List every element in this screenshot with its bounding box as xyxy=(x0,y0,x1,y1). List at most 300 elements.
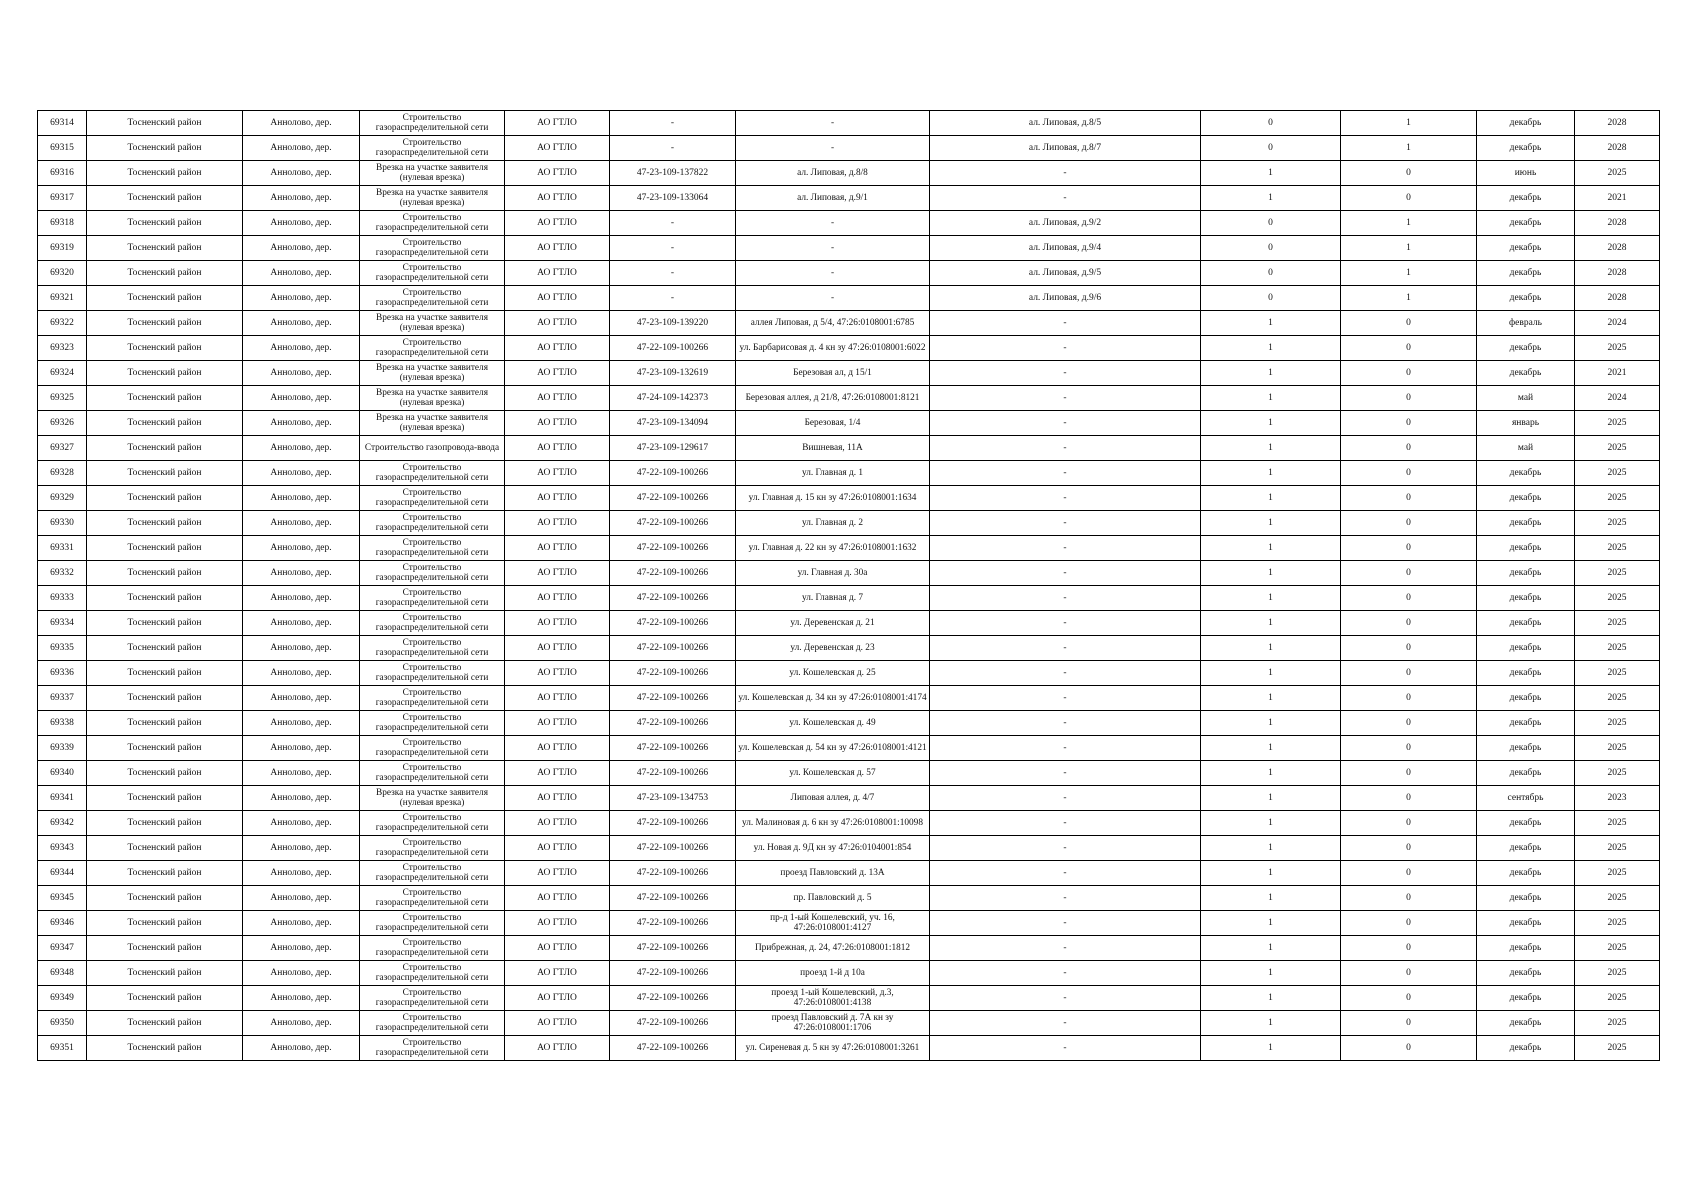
street-address-cell: ал. Липовая, д.9/2 xyxy=(930,211,1201,236)
table-row xyxy=(38,186,1660,211)
work-type-cell: Строительство газораспределительной сети xyxy=(360,936,505,961)
table-row xyxy=(38,261,1660,286)
table-row xyxy=(38,286,1660,311)
address-cell: Березовая, 1/4 xyxy=(736,411,930,436)
table-row xyxy=(38,711,1660,736)
organization-cell: АО ГТЛО xyxy=(505,311,610,336)
application-number-cell: 47-22-109-100266 xyxy=(610,461,736,486)
district-cell: Тосненский район xyxy=(87,111,243,136)
table-row xyxy=(38,136,1660,161)
work-type-cell: Строительство газораспределительной сети xyxy=(360,286,505,311)
work-type-cell: Строительство газораспределительной сети xyxy=(360,461,505,486)
district-cell: Тосненский район xyxy=(87,486,243,511)
row-id-cell: 69333 xyxy=(38,586,87,611)
work-type-cell: Строительство газораспределительной сети xyxy=(360,1011,505,1036)
street-address-cell: - xyxy=(930,736,1201,761)
district-cell: Тосненский район xyxy=(87,961,243,986)
row-id-cell: 69319 xyxy=(38,236,87,261)
district-cell: Тосненский район xyxy=(87,786,243,811)
organization-cell: АО ГТЛО xyxy=(505,636,610,661)
settlement-cell: Аннолово, дер. xyxy=(243,311,360,336)
table-row xyxy=(38,761,1660,786)
organization-cell: АО ГТЛО xyxy=(505,161,610,186)
application-number-cell: - xyxy=(610,236,736,261)
settlement-cell: Аннолово, дер. xyxy=(243,886,360,911)
table-row xyxy=(38,436,1660,461)
street-address-cell: - xyxy=(930,861,1201,886)
month-cell: декабрь xyxy=(1477,336,1575,361)
district-cell: Тосненский район xyxy=(87,136,243,161)
count-b-cell: 0 xyxy=(1341,986,1477,1011)
settlement-cell: Аннолово, дер. xyxy=(243,686,360,711)
organization-cell: АО ГТЛО xyxy=(505,436,610,461)
count-b-cell: 0 xyxy=(1341,561,1477,586)
address-cell: ал. Липовая, д.8/8 xyxy=(736,161,930,186)
work-type-cell: Строительство газораспределительной сети xyxy=(360,911,505,936)
organization-cell: АО ГТЛО xyxy=(505,286,610,311)
row-id-cell: 69324 xyxy=(38,361,87,386)
settlement-cell: Аннолово, дер. xyxy=(243,461,360,486)
application-number-cell: 47-22-109-100266 xyxy=(610,961,736,986)
address-cell: ул. Главная д. 15 кн зу 47:26:0108001:1634 xyxy=(736,486,930,511)
district-cell: Тосненский район xyxy=(87,436,243,461)
application-number-cell: 47-22-109-100266 xyxy=(610,761,736,786)
count-b-cell: 0 xyxy=(1341,786,1477,811)
year-cell: 2028 xyxy=(1575,211,1660,236)
month-cell: декабрь xyxy=(1477,936,1575,961)
street-address-cell: - xyxy=(930,661,1201,686)
table-row xyxy=(38,461,1660,486)
work-type-cell: Строительство газораспределительной сети xyxy=(360,986,505,1011)
table-row xyxy=(38,811,1660,836)
organization-cell: АО ГТЛО xyxy=(505,886,610,911)
month-cell: декабрь xyxy=(1477,361,1575,386)
month-cell: январь xyxy=(1477,411,1575,436)
row-id-cell: 69337 xyxy=(38,686,87,711)
count-a-cell: 1 xyxy=(1201,336,1341,361)
year-cell: 2023 xyxy=(1575,786,1660,811)
work-type-cell: Врезка на участке заявителя (нулевая врезка) xyxy=(360,411,505,436)
district-cell: Тосненский район xyxy=(87,186,243,211)
month-cell: декабрь xyxy=(1477,461,1575,486)
row-id-cell: 69349 xyxy=(38,986,87,1011)
street-address-cell: ал. Липовая, д.9/6 xyxy=(930,286,1201,311)
year-cell: 2025 xyxy=(1575,1011,1660,1036)
month-cell: декабрь xyxy=(1477,911,1575,936)
count-a-cell: 1 xyxy=(1201,661,1341,686)
work-type-cell: Строительство газораспределительной сети xyxy=(360,686,505,711)
settlement-cell: Аннолово, дер. xyxy=(243,761,360,786)
row-id-cell: 69323 xyxy=(38,336,87,361)
count-b-cell: 0 xyxy=(1341,386,1477,411)
count-b-cell: 0 xyxy=(1341,636,1477,661)
organization-cell: АО ГТЛО xyxy=(505,536,610,561)
street-address-cell: - xyxy=(930,561,1201,586)
settlement-cell: Аннолово, дер. xyxy=(243,136,360,161)
application-number-cell: 47-23-109-132619 xyxy=(610,361,736,386)
row-id-cell: 69326 xyxy=(38,411,87,436)
organization-cell: АО ГТЛО xyxy=(505,411,610,436)
settlement-cell: Аннолово, дер. xyxy=(243,1011,360,1036)
count-b-cell: 0 xyxy=(1341,586,1477,611)
district-cell: Тосненский район xyxy=(87,1036,243,1061)
application-number-cell: 47-22-109-100266 xyxy=(610,911,736,936)
year-cell: 2025 xyxy=(1575,336,1660,361)
street-address-cell: - xyxy=(930,711,1201,736)
address-cell: пр-д 1-ый Кошелевский, уч. 16, 47:26:0108001:4127 xyxy=(736,911,930,936)
row-id-cell: 69341 xyxy=(38,786,87,811)
street-address-cell: - xyxy=(930,911,1201,936)
application-number-cell: 47-24-109-142373 xyxy=(610,386,736,411)
row-id-cell: 69342 xyxy=(38,811,87,836)
settlement-cell: Аннолово, дер. xyxy=(243,436,360,461)
count-b-cell: 1 xyxy=(1341,261,1477,286)
month-cell: декабрь xyxy=(1477,886,1575,911)
district-cell: Тосненский район xyxy=(87,661,243,686)
settlement-cell: Аннолово, дер. xyxy=(243,111,360,136)
row-id-cell: 69334 xyxy=(38,611,87,636)
application-number-cell: 47-22-109-100266 xyxy=(610,661,736,686)
month-cell: декабрь xyxy=(1477,611,1575,636)
street-address-cell: - xyxy=(930,336,1201,361)
table-row xyxy=(38,936,1660,961)
row-id-cell: 69340 xyxy=(38,761,87,786)
count-b-cell: 0 xyxy=(1341,886,1477,911)
year-cell: 2025 xyxy=(1575,511,1660,536)
street-address-cell: ал. Липовая, д.8/7 xyxy=(930,136,1201,161)
row-id-cell: 69345 xyxy=(38,886,87,911)
district-cell: Тосненский район xyxy=(87,211,243,236)
table-row xyxy=(38,336,1660,361)
count-a-cell: 0 xyxy=(1201,261,1341,286)
month-cell: декабрь xyxy=(1477,636,1575,661)
count-b-cell: 0 xyxy=(1341,411,1477,436)
row-id-cell: 69339 xyxy=(38,736,87,761)
application-number-cell: - xyxy=(610,211,736,236)
work-type-cell: Строительство газораспределительной сети xyxy=(360,586,505,611)
settlement-cell: Аннолово, дер. xyxy=(243,386,360,411)
work-type-cell: Строительство газораспределительной сети xyxy=(360,111,505,136)
district-cell: Тосненский район xyxy=(87,561,243,586)
count-a-cell: 1 xyxy=(1201,586,1341,611)
district-cell: Тосненский район xyxy=(87,636,243,661)
address-cell: проезд Павловский д. 13А xyxy=(736,861,930,886)
year-cell: 2024 xyxy=(1575,311,1660,336)
district-cell: Тосненский район xyxy=(87,936,243,961)
address-cell: ул. Главная д. 2 xyxy=(736,511,930,536)
address-cell: Березовая аллея, д 21/8, 47:26:0108001:8121 xyxy=(736,386,930,411)
table-row xyxy=(38,386,1660,411)
table-row xyxy=(38,111,1660,136)
count-b-cell: 0 xyxy=(1341,936,1477,961)
work-type-cell: Строительство газораспределительной сети xyxy=(360,811,505,836)
work-type-cell: Строительство газораспределительной сети xyxy=(360,236,505,261)
table-row xyxy=(38,786,1660,811)
settlement-cell: Аннолово, дер. xyxy=(243,661,360,686)
organization-cell: АО ГТЛО xyxy=(505,236,610,261)
application-number-cell: 47-23-109-133064 xyxy=(610,186,736,211)
street-address-cell: - xyxy=(930,186,1201,211)
year-cell: 2025 xyxy=(1575,1036,1660,1061)
row-id-cell: 69327 xyxy=(38,436,87,461)
settlement-cell: Аннолово, дер. xyxy=(243,336,360,361)
district-cell: Тосненский район xyxy=(87,986,243,1011)
count-b-cell: 1 xyxy=(1341,111,1477,136)
street-address-cell: - xyxy=(930,636,1201,661)
address-cell: ул. Деревенская д. 23 xyxy=(736,636,930,661)
application-number-cell: 47-22-109-100266 xyxy=(610,486,736,511)
application-number-cell: 47-22-109-100266 xyxy=(610,586,736,611)
table-row xyxy=(38,486,1660,511)
month-cell: декабрь xyxy=(1477,1036,1575,1061)
month-cell: декабрь xyxy=(1477,536,1575,561)
year-cell: 2025 xyxy=(1575,411,1660,436)
settlement-cell: Аннолово, дер. xyxy=(243,161,360,186)
settlement-cell: Аннолово, дер. xyxy=(243,511,360,536)
count-b-cell: 0 xyxy=(1341,486,1477,511)
district-cell: Тосненский район xyxy=(87,536,243,561)
row-id-cell: 69322 xyxy=(38,311,87,336)
month-cell: декабрь xyxy=(1477,961,1575,986)
settlement-cell: Аннолово, дер. xyxy=(243,936,360,961)
month-cell: июнь xyxy=(1477,161,1575,186)
address-cell: проезд 1-ый Кошелевский, д.3, 47:26:0108001:4138 xyxy=(736,986,930,1011)
address-cell: - xyxy=(736,111,930,136)
year-cell: 2025 xyxy=(1575,836,1660,861)
settlement-cell: Аннолово, дер. xyxy=(243,561,360,586)
month-cell: февраль xyxy=(1477,311,1575,336)
address-cell: Липовая аллея, д. 4/7 xyxy=(736,786,930,811)
count-a-cell: 1 xyxy=(1201,511,1341,536)
count-b-cell: 0 xyxy=(1341,511,1477,536)
district-cell: Тосненский район xyxy=(87,911,243,936)
street-address-cell: - xyxy=(930,411,1201,436)
district-cell: Тосненский район xyxy=(87,711,243,736)
year-cell: 2025 xyxy=(1575,886,1660,911)
count-b-cell: 1 xyxy=(1341,136,1477,161)
district-cell: Тосненский район xyxy=(87,836,243,861)
work-type-cell: Строительство газораспределительной сети xyxy=(360,211,505,236)
application-number-cell: 47-22-109-100266 xyxy=(610,561,736,586)
month-cell: май xyxy=(1477,386,1575,411)
organization-cell: АО ГТЛО xyxy=(505,986,610,1011)
table-row xyxy=(38,1036,1660,1061)
row-id-cell: 69343 xyxy=(38,836,87,861)
row-id-cell: 69321 xyxy=(38,286,87,311)
count-a-cell: 1 xyxy=(1201,1011,1341,1036)
work-type-cell: Строительство газораспределительной сети xyxy=(360,961,505,986)
month-cell: декабрь xyxy=(1477,186,1575,211)
application-number-cell: - xyxy=(610,286,736,311)
month-cell: декабрь xyxy=(1477,711,1575,736)
count-a-cell: 1 xyxy=(1201,486,1341,511)
year-cell: 2025 xyxy=(1575,611,1660,636)
organization-cell: АО ГТЛО xyxy=(505,486,610,511)
table-body xyxy=(38,111,1660,1061)
application-number-cell: 47-22-109-100266 xyxy=(610,861,736,886)
organization-cell: АО ГТЛО xyxy=(505,811,610,836)
address-cell: проезд 1-й д 10а xyxy=(736,961,930,986)
count-b-cell: 0 xyxy=(1341,961,1477,986)
count-b-cell: 0 xyxy=(1341,536,1477,561)
application-number-cell: 47-22-109-100266 xyxy=(610,736,736,761)
year-cell: 2028 xyxy=(1575,286,1660,311)
year-cell: 2021 xyxy=(1575,361,1660,386)
address-cell: пр. Павловский д. 5 xyxy=(736,886,930,911)
work-type-cell: Строительство газораспределительной сети xyxy=(360,761,505,786)
application-number-cell: 47-23-109-134094 xyxy=(610,411,736,436)
year-cell: 2025 xyxy=(1575,711,1660,736)
count-b-cell: 0 xyxy=(1341,686,1477,711)
organization-cell: АО ГТЛО xyxy=(505,861,610,886)
row-id-cell: 69335 xyxy=(38,636,87,661)
count-b-cell: 1 xyxy=(1341,236,1477,261)
row-id-cell: 69332 xyxy=(38,561,87,586)
table-row xyxy=(38,211,1660,236)
count-a-cell: 1 xyxy=(1201,886,1341,911)
year-cell: 2024 xyxy=(1575,386,1660,411)
year-cell: 2025 xyxy=(1575,911,1660,936)
table-row xyxy=(38,311,1660,336)
address-cell: ул. Кошелевская д. 57 xyxy=(736,761,930,786)
month-cell: сентябрь xyxy=(1477,786,1575,811)
district-cell: Тосненский район xyxy=(87,386,243,411)
table-row xyxy=(38,861,1660,886)
address-cell: ул. Деревенская д. 21 xyxy=(736,611,930,636)
count-b-cell: 0 xyxy=(1341,661,1477,686)
count-b-cell: 0 xyxy=(1341,736,1477,761)
count-b-cell: 0 xyxy=(1341,311,1477,336)
row-id-cell: 69336 xyxy=(38,661,87,686)
district-cell: Тосненский район xyxy=(87,161,243,186)
month-cell: декабрь xyxy=(1477,986,1575,1011)
application-number-cell: 47-22-109-100266 xyxy=(610,1036,736,1061)
month-cell: декабрь xyxy=(1477,286,1575,311)
address-cell: - xyxy=(736,136,930,161)
district-cell: Тосненский район xyxy=(87,811,243,836)
month-cell: декабрь xyxy=(1477,861,1575,886)
month-cell: декабрь xyxy=(1477,811,1575,836)
count-a-cell: 1 xyxy=(1201,911,1341,936)
work-type-cell: Строительство газораспределительной сети xyxy=(360,486,505,511)
application-number-cell: 47-22-109-100266 xyxy=(610,886,736,911)
address-cell: Березовая ал, д 15/1 xyxy=(736,361,930,386)
street-address-cell: - xyxy=(930,811,1201,836)
work-type-cell: Врезка на участке заявителя (нулевая врезка) xyxy=(360,786,505,811)
count-b-cell: 0 xyxy=(1341,611,1477,636)
organization-cell: АО ГТЛО xyxy=(505,786,610,811)
table-row xyxy=(38,736,1660,761)
address-cell: ул. Кошелевская д. 25 xyxy=(736,661,930,686)
district-cell: Тосненский район xyxy=(87,736,243,761)
table-row xyxy=(38,161,1660,186)
application-number-cell: - xyxy=(610,111,736,136)
application-number-cell: 47-22-109-100266 xyxy=(610,1011,736,1036)
row-id-cell: 69328 xyxy=(38,461,87,486)
address-cell: - xyxy=(736,261,930,286)
count-b-cell: 0 xyxy=(1341,336,1477,361)
month-cell: май xyxy=(1477,436,1575,461)
work-type-cell: Врезка на участке заявителя (нулевая врезка) xyxy=(360,361,505,386)
district-cell: Тосненский район xyxy=(87,286,243,311)
row-id-cell: 69347 xyxy=(38,936,87,961)
row-id-cell: 69318 xyxy=(38,211,87,236)
count-a-cell: 1 xyxy=(1201,1036,1341,1061)
row-id-cell: 69314 xyxy=(38,111,87,136)
address-cell: ул. Главная д. 7 xyxy=(736,586,930,611)
settlement-cell: Аннолово, дер. xyxy=(243,861,360,886)
address-cell: ул. Главная д. 22 кн зу 47:26:0108001:1632 xyxy=(736,536,930,561)
month-cell: декабрь xyxy=(1477,111,1575,136)
application-number-cell: - xyxy=(610,261,736,286)
organization-cell: АО ГТЛО xyxy=(505,186,610,211)
street-address-cell: - xyxy=(930,486,1201,511)
street-address-cell: - xyxy=(930,986,1201,1011)
district-cell: Тосненский район xyxy=(87,686,243,711)
work-type-cell: Строительство газораспределительной сети xyxy=(360,536,505,561)
row-id-cell: 69346 xyxy=(38,911,87,936)
settlement-cell: Аннолово, дер. xyxy=(243,786,360,811)
year-cell: 2025 xyxy=(1575,486,1660,511)
year-cell: 2025 xyxy=(1575,986,1660,1011)
application-number-cell: 47-23-109-129617 xyxy=(610,436,736,461)
row-id-cell: 69350 xyxy=(38,1011,87,1036)
settlement-cell: Аннолово, дер. xyxy=(243,911,360,936)
application-number-cell: - xyxy=(610,136,736,161)
settlement-cell: Аннолово, дер. xyxy=(243,236,360,261)
year-cell: 2025 xyxy=(1575,586,1660,611)
row-id-cell: 69331 xyxy=(38,536,87,561)
count-a-cell: 1 xyxy=(1201,861,1341,886)
count-b-cell: 0 xyxy=(1341,911,1477,936)
row-id-cell: 69348 xyxy=(38,961,87,986)
year-cell: 2025 xyxy=(1575,161,1660,186)
count-a-cell: 1 xyxy=(1201,936,1341,961)
count-a-cell: 1 xyxy=(1201,711,1341,736)
settlement-cell: Аннолово, дер. xyxy=(243,211,360,236)
organization-cell: АО ГТЛО xyxy=(505,361,610,386)
work-type-cell: Строительство газопровода-ввода xyxy=(360,436,505,461)
address-cell: ул. Кошелевская д. 49 xyxy=(736,711,930,736)
settlement-cell: Аннолово, дер. xyxy=(243,986,360,1011)
application-number-cell: 47-22-109-100266 xyxy=(610,511,736,536)
count-b-cell: 0 xyxy=(1341,761,1477,786)
street-address-cell: - xyxy=(930,936,1201,961)
street-address-cell: - xyxy=(930,686,1201,711)
month-cell: декабрь xyxy=(1477,486,1575,511)
organization-cell: АО ГТЛО xyxy=(505,1011,610,1036)
street-address-cell: - xyxy=(930,586,1201,611)
row-id-cell: 69344 xyxy=(38,861,87,886)
settlement-cell: Аннолово, дер. xyxy=(243,536,360,561)
table-row xyxy=(38,411,1660,436)
gas-connection-registry-table xyxy=(37,110,1660,1061)
district-cell: Тосненский район xyxy=(87,1011,243,1036)
organization-cell: АО ГТЛО xyxy=(505,511,610,536)
organization-cell: АО ГТЛО xyxy=(505,661,610,686)
row-id-cell: 69325 xyxy=(38,386,87,411)
organization-cell: АО ГТЛО xyxy=(505,736,610,761)
district-cell: Тосненский район xyxy=(87,611,243,636)
district-cell: Тосненский район xyxy=(87,886,243,911)
street-address-cell: - xyxy=(930,836,1201,861)
address-cell: Прибрежная, д. 24, 47:26:0108001:1812 xyxy=(736,936,930,961)
work-type-cell: Строительство газораспределительной сети xyxy=(360,711,505,736)
count-b-cell: 0 xyxy=(1341,186,1477,211)
settlement-cell: Аннолово, дер. xyxy=(243,586,360,611)
count-b-cell: 0 xyxy=(1341,711,1477,736)
table-row xyxy=(38,986,1660,1011)
